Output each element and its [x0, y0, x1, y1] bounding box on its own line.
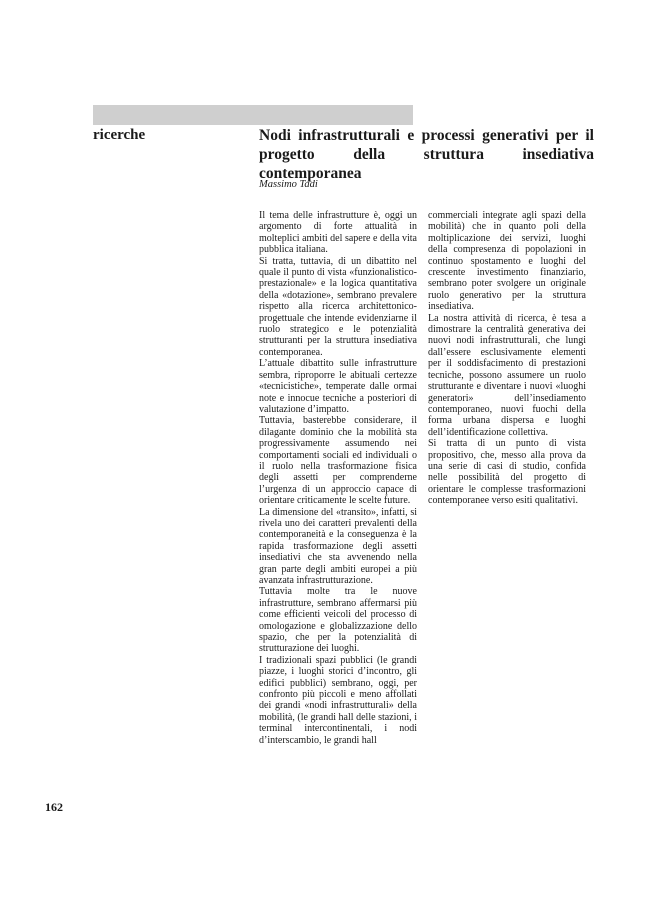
paragraph: La nostra attività di ricerca, è tesa a dimostrare la centralità generativa dei nuovi nodi infrastrutturali, che lungi dall’essere esclusivamente elementi per il soddisfacimento di prestazioni tecniche, possono assumere un ruolo strutturante e diventare i nuovi «luoghi generatori» dell’insediamento contemporaneo, nuovi fuochi della forma urbana dispersa e luoghi dell’identificazione collettiva. — [428, 312, 586, 438]
page-number: 162 — [45, 800, 63, 814]
text-column-right — [428, 210, 586, 507]
paragraph: commerciali integrate agli spazi della mobilità) che in quanto poli della moltiplicazione dei servizi, luoghi della compresenza di popolazioni in continuo spostamento e luoghi del crescente investimento finanziario, sembrano poter svolgere un originale ruolo generativo per la struttura insediativa. — [428, 210, 586, 313]
paragraph: Tuttavia molte tra le nuove infrastrutture, sembrano affermarsi più come efficienti veicoli del processo di omologazione e globalizzazione dello spazio, che per la potenzialità di strutturazione dei luoghi. — [259, 586, 417, 655]
paragraph: La dimensione del «transito», infatti, si rivela uno dei caratteri prevalenti della contemporaneità e la conseguenza è la rapida trasformazione degli assetti insediativi che sta avvenendo nella gran parte degli ambiti europei a più avanzata infrastrutturazione. — [259, 506, 417, 586]
paragraph: L’attuale dibattito sulle infrastrutture sembra, riproporre le abituali certezze «tecnicistiche», temperate dalle ormai note e innocue tecniche a posteriori di valutazione d’impatto. — [259, 358, 417, 415]
header-grey-bar — [93, 105, 413, 125]
paragraph: Il tema delle infrastrutture è, oggi un argomento di forte attualità in molteplici ambiti del sapere e della vita pubblica italiana. — [259, 210, 417, 256]
text-column-left — [259, 210, 417, 746]
paragraph: Tuttavia, basterebbe considerare, il dilagante dominio che la mobilità sta progressivamente assumendo nei comportamenti sociali ed individuali o il ruolo nella trasformazione fisica degli assetti per comprenderne l’urgenza di un approccio capace di orientare criticamente le scelte future. — [259, 415, 417, 507]
paragraph: I tradizionali spazi pubblici (le grandi piazze, i luoghi storici d’incontro, gli edifici pubblici) sembrano, oggi, per confronto più piccoli e meno affollati dei grandi «nodi infrastrutturali» della mobilità, (le grandi hall delle stazioni, i terminal intercontinentali, i nodi d’interscambio, le grandi hall — [259, 654, 417, 746]
author-name: Massimo Tadi — [259, 179, 318, 190]
article-title: Nodi infrastrutturali e processi generativi per il progetto della struttura insediativa contemporanea — [259, 127, 594, 182]
paragraph: Si tratta di un punto di vista propositivo, che, messo alla prova da una serie di casi di studio, confida nelle possibilità del progetto di orientare le complesse trasformazioni contemporanee verso esiti qualitativi. — [428, 438, 586, 507]
paragraph: Si tratta, tuttavia, di un dibattito nel quale il punto di vista «funzionalistico-prestazionale» e la logica quantitativa della «dotazione», sembrano prevalere rispetto alla ricerca architettonico-progettuale che intende evidenziarne il ruolo strategico e le potenzialità strutturanti per la struttura insediativa contemporanea. — [259, 255, 417, 358]
section-label: ricerche — [93, 127, 146, 143]
